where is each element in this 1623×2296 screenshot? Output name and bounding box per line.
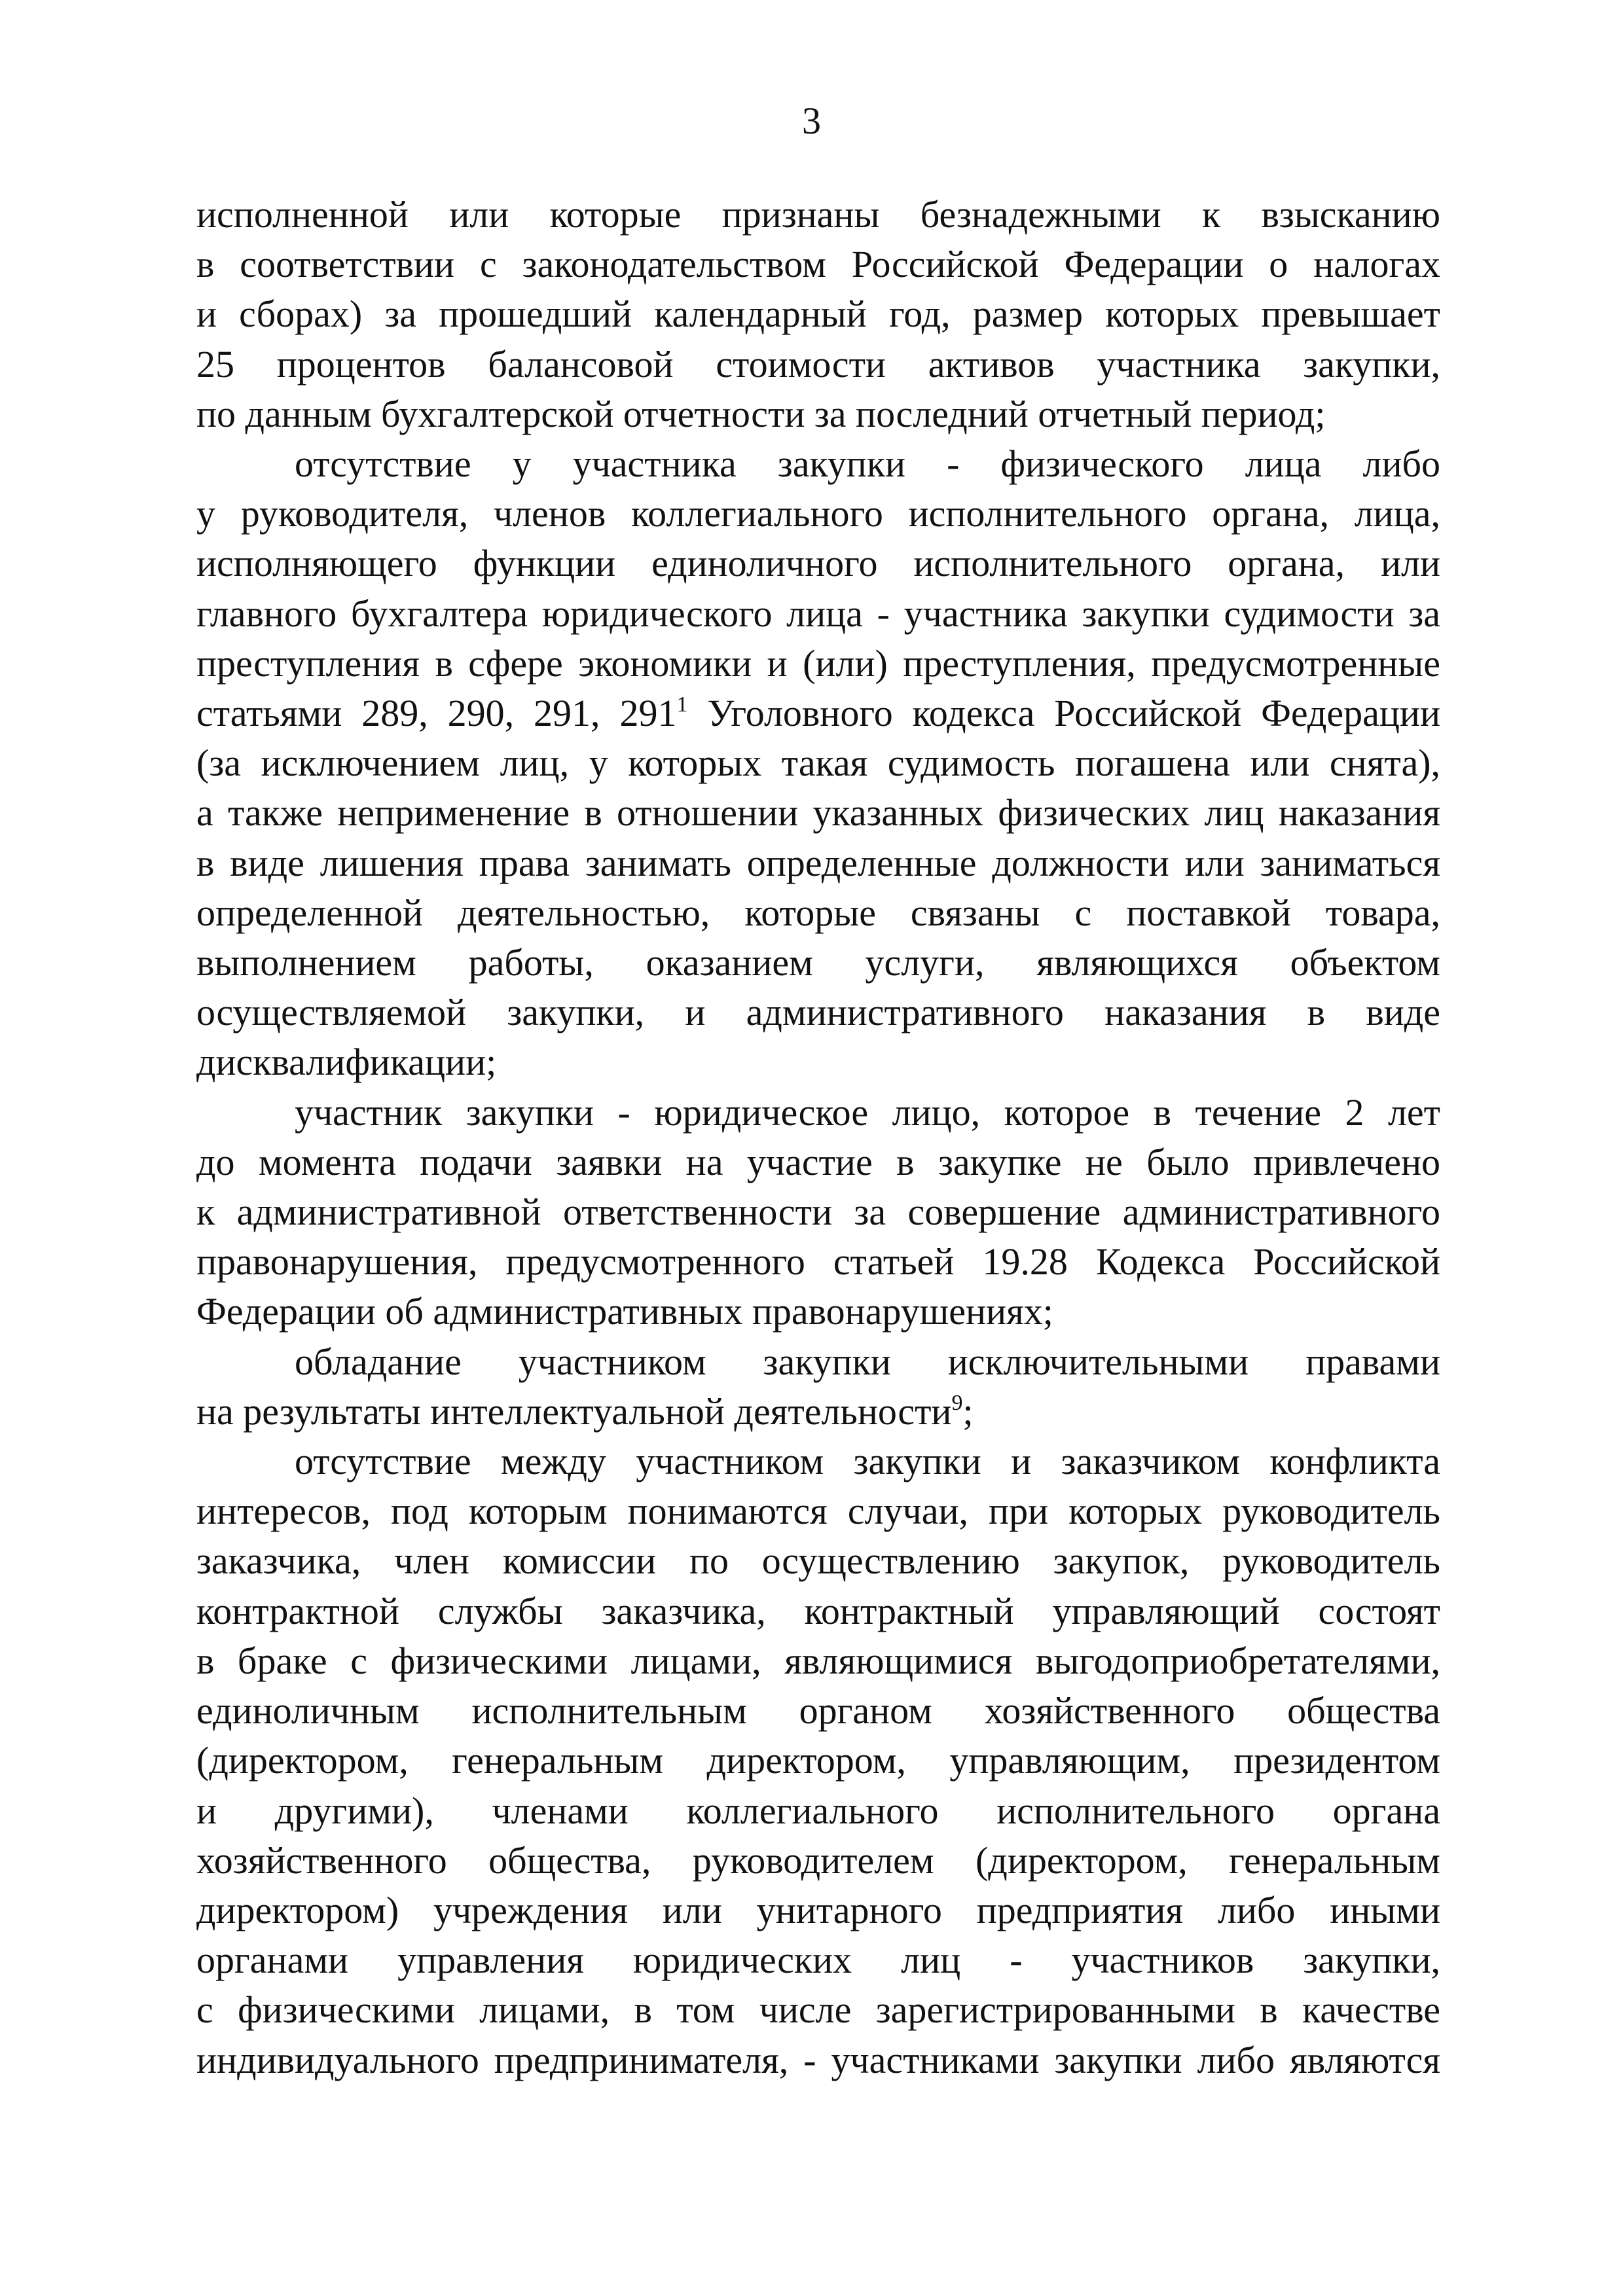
text-line: заказчика, член комиссии по осуществлению закупок, руководитель: [196, 1539, 1440, 1583]
text-line: дисквалификации;: [196, 1041, 497, 1084]
text-line: (директором, генеральным директором, управляющим, президентом: [196, 1739, 1440, 1782]
text-line: Федерации об административных правонарушениях;: [196, 1290, 1053, 1333]
text-line: преступления в сфере экономики и (или) преступления, предусмотренные: [196, 641, 1440, 685]
text-line: в соответствии с законодательством Российской Федерации о налогах: [196, 243, 1440, 286]
text-line: [196, 1437, 1440, 1486]
text-line-with-footnote: [196, 1387, 1440, 1437]
paragraph-4: [196, 1337, 1440, 1437]
text-line: исполняющего функции единоличного исполнительного органа, или: [196, 542, 1440, 585]
paragraph-3: [196, 1088, 1440, 1337]
text-line-content: участник закупки - юридическое лицо, которое в течение 2 лет: [295, 1090, 1440, 1134]
text-line-content: обладание участником закупки исключительными правами: [295, 1340, 1440, 1383]
text-line-content: отсутствие между участником закупки и заказчиком конфликта: [295, 1440, 1440, 1483]
text-line: [196, 439, 1440, 489]
text-line: а также неприменение в отношении указанных физических лиц наказания: [196, 791, 1440, 834]
paragraph-2: [196, 439, 1440, 1088]
text-line: по данным бухгалтерской отчетности за последний отчетный период;: [196, 392, 1326, 435]
superscript-mark: 1: [676, 692, 688, 717]
text-line: [196, 1088, 1440, 1138]
text-line: и другими), членами коллегиального исполнительного органа: [196, 1789, 1440, 1832]
text-line: в виде лишения права занимать определенные должности или заниматься: [196, 841, 1440, 884]
text-segment: статьями 289, 290, 291, 291: [196, 692, 677, 735]
text-line: 25 процентов балансовой стоимости активов участника закупки,: [196, 342, 1440, 386]
text-line: определенной деятельностью, которые связаны с поставкой товара,: [196, 891, 1440, 934]
page-number: 3: [802, 99, 821, 142]
text-line: до момента подачи заявки на участие в закупке не было привлечено: [196, 1140, 1440, 1183]
text-segment: ;: [962, 1390, 974, 1433]
text-segment: Уголовного кодекса Российской Федерации: [687, 692, 1440, 735]
text-line: с физическими лицами, в том числе зарегистрированными в качестве: [196, 1988, 1440, 2032]
text-line: хозяйственного общества, руководителем (директором, генеральным: [196, 1839, 1440, 1882]
text-line: контрактной службы заказчика, контрактный управляющий состоят: [196, 1589, 1440, 1632]
text-line: органами управления юридических лиц - участников закупки,: [196, 1939, 1440, 1982]
paragraph-1: [196, 190, 1440, 439]
text-line: (за исключением лиц, у которых такая судимость погашена или снята),: [196, 742, 1440, 785]
text-line: правонарушения, предусмотренного статьей 19.28 Кодекса Российской: [196, 1240, 1440, 1283]
text-line-with-superscript: [196, 689, 1440, 738]
text-line: осуществляемой закупки, и административного наказания в виде: [196, 991, 1440, 1034]
footnote-mark: 9: [951, 1390, 963, 1415]
text-line: директором) учреждения или унитарного предприятия либо иными: [196, 1888, 1440, 1931]
text-line: единоличным исполнительным органом хозяйственного общества: [196, 1689, 1440, 1732]
text-line: главного бухгалтера юридического лица - участника закупки судимости за: [196, 592, 1440, 635]
text-line-content: отсутствие у участника закупки - физического лица либо: [295, 442, 1440, 486]
text-line: [196, 1337, 1440, 1387]
paragraph-5: [196, 1437, 1440, 2085]
text-line: интересов, под которым понимаются случаи, при которых руководитель: [196, 1490, 1440, 1533]
text-segment: на результаты интеллектуальной деятельности: [196, 1390, 952, 1433]
text-line: к административной ответственности за совершение административного: [196, 1191, 1440, 1234]
text-line: исполненной или которые признаны безнадежными к взысканию: [196, 193, 1440, 236]
document-body: [196, 190, 1440, 2085]
text-line: выполнением работы, оказанием услуги, являющихся объектом: [196, 941, 1440, 984]
text-line: у руководителя, членов коллегиального исполнительного органа, лица,: [196, 492, 1440, 535]
text-line: индивидуального предпринимателя, - участниками закупки либо являются: [196, 2038, 1440, 2081]
text-line: и сборах) за прошедший календарный год, размер которых превышает: [196, 293, 1440, 336]
text-line: в браке с физическими лицами, являющимися выгодоприобретателями,: [196, 1639, 1440, 1682]
